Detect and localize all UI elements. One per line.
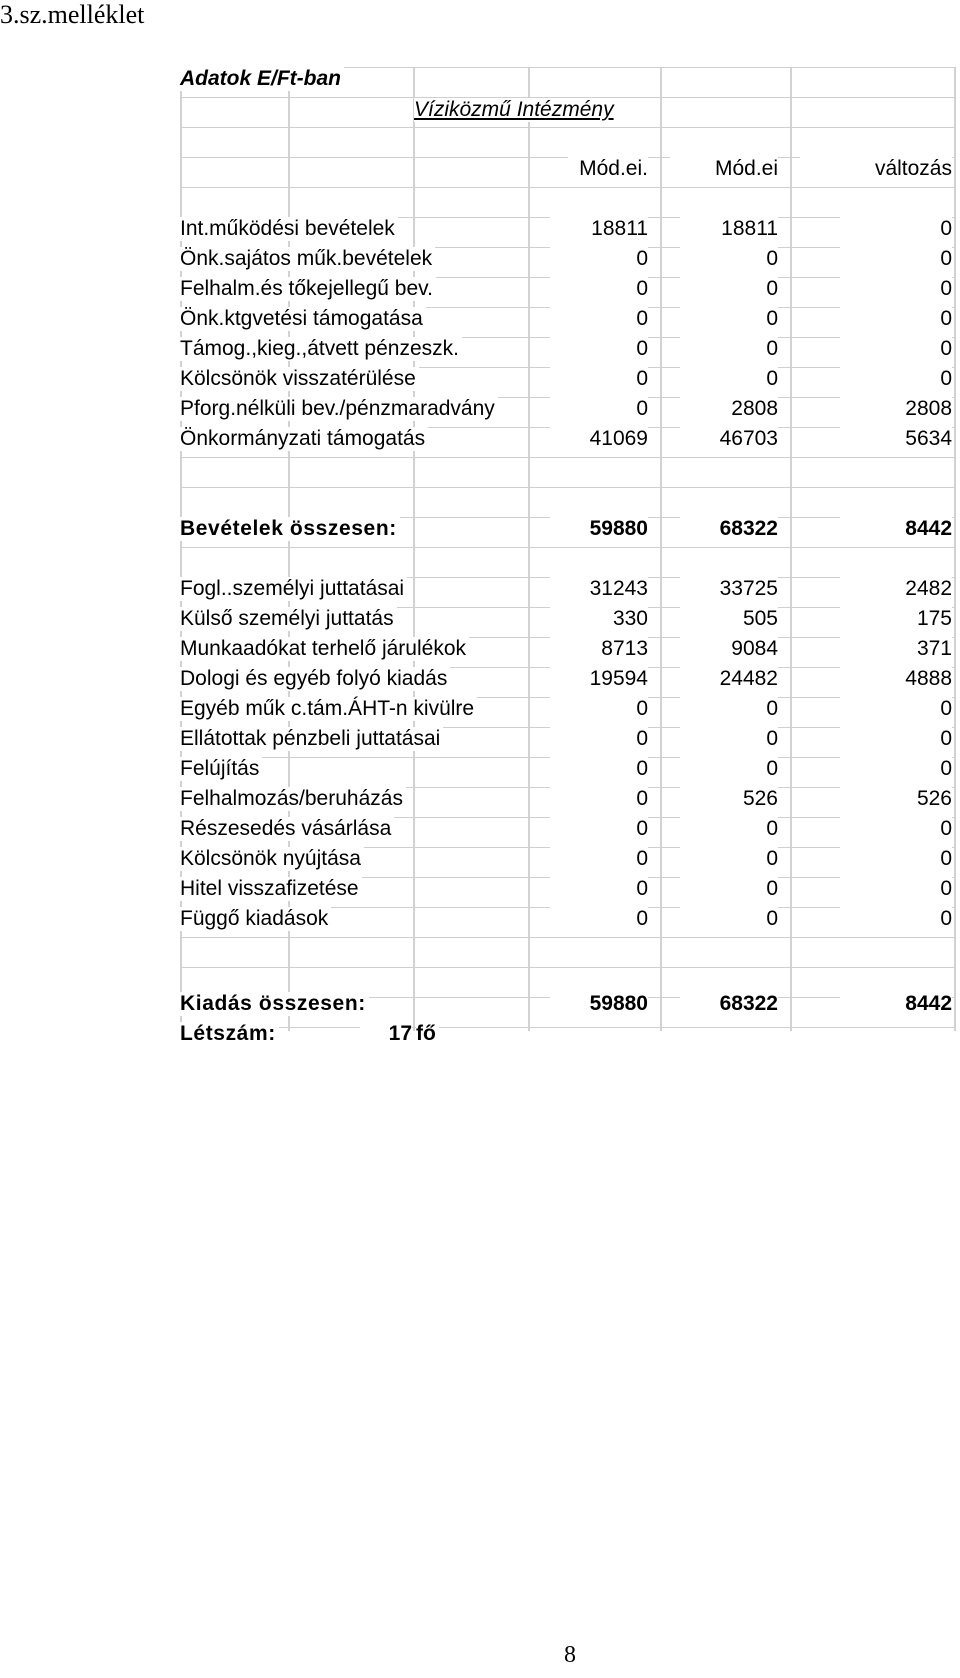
- grid-line: [660, 67, 662, 1031]
- expense-row-v3: 0: [840, 757, 952, 781]
- income-row-v1: 41069: [550, 427, 648, 451]
- income-row-label: Int.működési bevételek: [180, 217, 398, 241]
- col-header-2: Mód.ei: [670, 157, 778, 181]
- document-label: 3.sz.melléklet: [0, 0, 145, 29]
- income-row-v1: 0: [550, 307, 648, 331]
- expense-row-v2: 9084: [680, 637, 778, 661]
- income-row-v1: 18811: [550, 217, 648, 241]
- income-row-v2: 46703: [680, 427, 778, 451]
- col-header-3: változás: [800, 157, 952, 181]
- expense-row-label: Munkaadókat terhelő járulékok: [180, 637, 469, 661]
- expense-row-label: Egyéb műk c.tám.ÁHT-n kivülre: [180, 697, 477, 721]
- expense-row-label: Kölcsönök nyújtása: [180, 847, 364, 871]
- income-row-v3: 0: [840, 277, 952, 301]
- headcount-unit: fő: [416, 1022, 439, 1046]
- income-row-v2: 0: [680, 247, 778, 271]
- grid-line: [180, 547, 956, 548]
- income-total-v2: 68322: [680, 517, 778, 541]
- grid-line: [180, 127, 956, 128]
- expense-row-v3: 0: [840, 817, 952, 841]
- institution-name: Víziközmű Intézmény: [414, 98, 617, 122]
- expense-row-v1: 19594: [550, 667, 648, 691]
- income-row-v3: 2808: [840, 397, 952, 421]
- income-total-v1: 59880: [550, 517, 648, 541]
- income-row-v2: 0: [680, 337, 778, 361]
- expense-row-v2: 0: [680, 697, 778, 721]
- income-row-v2: 2808: [680, 397, 778, 421]
- income-row-v1: 0: [550, 397, 648, 421]
- income-row-v2: 0: [680, 307, 778, 331]
- expense-row-v1: 31243: [550, 577, 648, 601]
- income-row-label: Önkormányzati támogatás: [180, 427, 428, 451]
- income-row-v1: 0: [550, 247, 648, 271]
- income-row-v2: 18811: [680, 217, 778, 241]
- income-row-v3: 0: [840, 247, 952, 271]
- expense-row-v2: 24482: [680, 667, 778, 691]
- expense-row-v3: 0: [840, 847, 952, 871]
- headcount-value: 17: [360, 1022, 412, 1046]
- expense-total-v1: 59880: [550, 992, 648, 1016]
- page-number: 8: [564, 1642, 576, 1668]
- expense-row-v3: 371: [840, 637, 952, 661]
- expense-row-label: Külső személyi juttatás: [180, 607, 397, 631]
- expense-row-v1: 0: [550, 907, 648, 931]
- expense-row-v2: 0: [680, 817, 778, 841]
- expense-row-v1: 0: [550, 727, 648, 751]
- income-row-v1: 0: [550, 337, 648, 361]
- grid-line: [180, 967, 956, 968]
- expense-total-label: Kiadás összesen:: [180, 992, 369, 1016]
- expense-row-v2: 505: [680, 607, 778, 631]
- expense-row-v2: 0: [680, 877, 778, 901]
- grid-line: [528, 67, 530, 1031]
- income-row-label: Felhalm.és tőkejellegű bev.: [180, 277, 436, 301]
- expense-row-v3: 2482: [840, 577, 952, 601]
- expense-row-label: Felhalmozás/beruházás: [180, 787, 406, 811]
- expense-total-v3: 8442: [840, 992, 952, 1016]
- expense-row-v2: 33725: [680, 577, 778, 601]
- grid-line: [954, 67, 956, 1031]
- income-row-label: Kölcsönök visszatérülése: [180, 367, 419, 391]
- expense-row-v3: 175: [840, 607, 952, 631]
- expense-row-v2: 0: [680, 847, 778, 871]
- expense-row-v3: 4888: [840, 667, 952, 691]
- income-total-label: Bevételek összesen:: [180, 517, 400, 541]
- expense-row-v2: 526: [680, 787, 778, 811]
- expense-row-label: Hitel visszafizetése: [180, 877, 362, 901]
- grid-line: [790, 67, 792, 1031]
- expense-row-label: Felújítás: [180, 757, 262, 781]
- income-row-v3: 0: [840, 307, 952, 331]
- expense-row-v1: 330: [550, 607, 648, 631]
- expense-row-v1: 0: [550, 757, 648, 781]
- income-row-v3: 5634: [840, 427, 952, 451]
- income-row-label: Önk.ktgvetési támogatása: [180, 307, 426, 331]
- income-row-v3: 0: [840, 367, 952, 391]
- income-row-label: Önk.sajátos műk.bevételek: [180, 247, 435, 271]
- expense-row-v1: 0: [550, 697, 648, 721]
- grid-line: [413, 67, 415, 1031]
- expense-row-v3: 0: [840, 697, 952, 721]
- expense-row-v1: 0: [550, 817, 648, 841]
- income-row-label: Támog.,kieg.,átvett pénzeszk.: [180, 337, 462, 361]
- expense-row-v1: 0: [550, 877, 648, 901]
- expense-row-v3: 0: [840, 877, 952, 901]
- expense-row-v3: 526: [840, 787, 952, 811]
- headcount-label: Létszám:: [180, 1022, 279, 1046]
- income-row-label: Pforg.nélküli bev./pénzmaradvány: [180, 397, 498, 421]
- expense-row-v2: 0: [680, 757, 778, 781]
- expense-row-v2: 0: [680, 907, 778, 931]
- grid-line: [180, 937, 956, 938]
- expense-row-label: Fogl..személyi juttatásai: [180, 577, 407, 601]
- income-row-v3: 0: [840, 337, 952, 361]
- income-row-v1: 0: [550, 277, 648, 301]
- expense-row-label: Dologi és egyéb folyó kiadás: [180, 667, 450, 691]
- expense-row-v2: 0: [680, 727, 778, 751]
- income-row-v3: 0: [840, 217, 952, 241]
- col-header-1: Mód.ei.: [568, 157, 648, 181]
- expense-row-v1: 0: [550, 847, 648, 871]
- expense-row-label: Függő kiadások: [180, 907, 331, 931]
- table-title: Adatok E/Ft-ban: [180, 67, 344, 91]
- expense-row-v3: 0: [840, 907, 952, 931]
- grid-line: [180, 1027, 956, 1028]
- expense-row-label: Részesedés vásárlása: [180, 817, 394, 841]
- expense-row-v1: 8713: [550, 637, 648, 661]
- grid-line: [180, 457, 956, 458]
- income-row-v2: 0: [680, 367, 778, 391]
- expense-row-v3: 0: [840, 727, 952, 751]
- expense-row-v1: 0: [550, 787, 648, 811]
- expense-total-v2: 68322: [680, 992, 778, 1016]
- expense-row-label: Ellátottak pénzbeli juttatásai: [180, 727, 443, 751]
- grid-line: [180, 487, 956, 488]
- grid-line: [180, 187, 956, 188]
- income-row-v1: 0: [550, 367, 648, 391]
- income-row-v2: 0: [680, 277, 778, 301]
- spreadsheet-table: [180, 67, 956, 1094]
- income-total-v3: 8442: [840, 517, 952, 541]
